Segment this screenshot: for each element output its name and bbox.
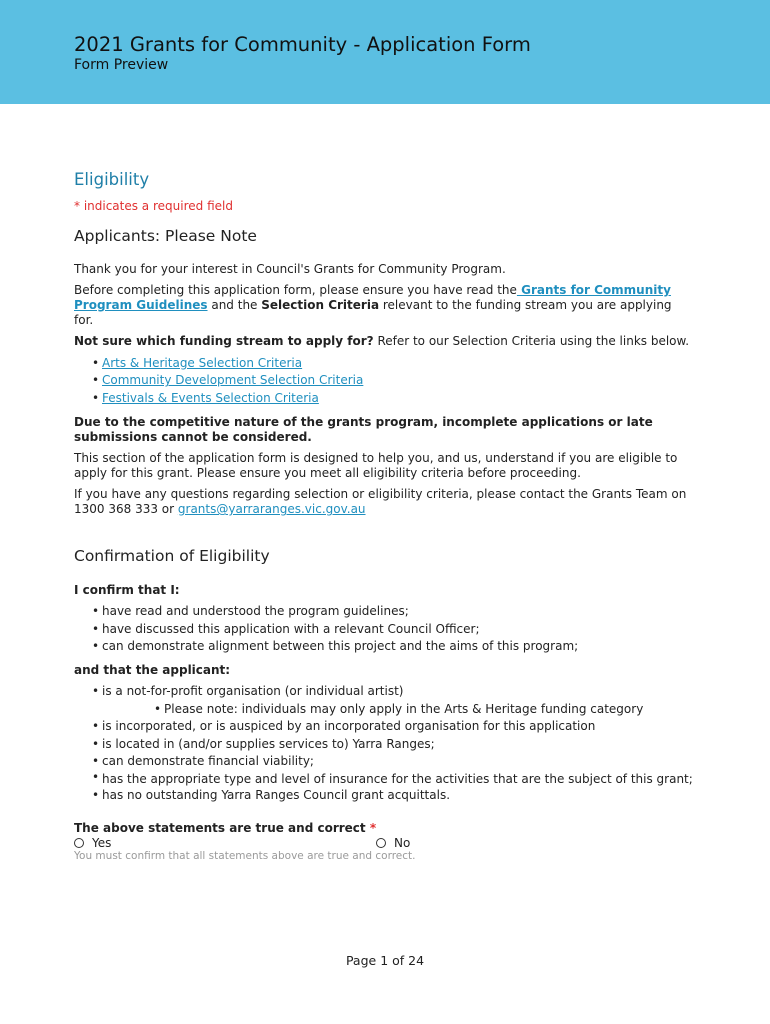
intro-paragraph: Thank you for your interest in Council's Grants for Community Program.: [74, 262, 506, 276]
guidelines-paragraph: [74, 283, 694, 328]
list-item: • have read and understood the program guidelines;: [90, 603, 694, 620]
confirmation-hint: You must confirm that all statements above are true and correct.: [74, 849, 416, 862]
form-content: [74, 170, 694, 862]
selection-criteria-text: Selection Criteria: [261, 298, 380, 312]
radio-no[interactable]: [376, 836, 410, 850]
page-number: Page 1 of 24: [345, 953, 425, 968]
required-field-note: * indicates a required field: [74, 199, 233, 213]
not-sure-bold: Not sure which funding stream to apply for?: [74, 334, 374, 348]
radio-no-label: No: [394, 835, 411, 850]
list-item: • has no outstanding Yarra Ranges Council grant acquittals.: [90, 787, 694, 804]
list-item: • is incorporated, or is auspiced by an incorporated organisation for this application: [90, 718, 694, 735]
list-item: • is located in (and/or supplies services to) Yarra Ranges;: [90, 736, 694, 753]
applicant-list: [90, 683, 694, 804]
contact-email-link[interactable]: grants@yarraranges.vic.gov.au: [177, 502, 366, 517]
guidelines-link[interactable]: Grants for Community Program Guidelines: [74, 283, 671, 312]
competitive-notice: Due to the competitive nature of the grants program, incomplete applications or late submissions cannot be considered.: [74, 415, 653, 445]
relevant-text: relevant to the funding stream you are applying for.: [74, 298, 672, 327]
list-item: [90, 372, 694, 389]
guidelines-text: Before completing this application form, please ensure you have read the: [74, 283, 517, 297]
list-item: • can demonstrate alignment between this project and the aims of this program;: [90, 638, 694, 655]
list-item: • Please note: individuals may only apply in the Arts & Heritage funding category: [90, 701, 694, 718]
i-confirm-label: I confirm that I:: [74, 583, 180, 598]
radio-circle-icon[interactable]: [376, 838, 386, 848]
not-sure-text: Refer to our Selection Criteria using the links below.: [373, 334, 690, 348]
radio-yes[interactable]: [74, 836, 111, 850]
and-the-text: and the: [207, 298, 262, 312]
section-title-eligibility: Eligibility: [74, 170, 150, 189]
radio-yes-label: Yes: [92, 835, 112, 850]
list-item: • can demonstrate financial viability;: [90, 753, 694, 770]
festivals-events-link[interactable]: Festivals & Events Selection Criteria: [102, 390, 319, 405]
confirmation-radio-group: [74, 835, 694, 850]
and-applicant-label: and that the applicant:: [74, 663, 231, 678]
list-item: • has the appropriate type and level of insurance for the activities that are the subject of this grant;: [90, 770, 694, 787]
form-title: 2021 Grants for Community - Application Form: [74, 33, 531, 56]
confirmation-heading: Confirmation of Eligibility: [74, 547, 270, 566]
confirm-list: [90, 603, 694, 655]
form-subtitle: Form Preview: [74, 57, 169, 73]
question-text: The above statements are true and correct: [74, 820, 370, 835]
community-development-link[interactable]: Community Development Selection Criteria: [102, 373, 364, 388]
confirmation-section: [74, 547, 694, 862]
contact-paragraph: [74, 487, 694, 517]
not-sure-paragraph: [74, 334, 694, 349]
form-header: [0, 0, 770, 104]
required-star: *: [369, 820, 377, 835]
criteria-links-list: [90, 355, 694, 407]
radio-circle-icon[interactable]: [74, 838, 84, 848]
applicants-heading: Applicants: Please Note: [74, 227, 257, 245]
list-item: • have discussed this application with a relevant Council Officer;: [90, 621, 694, 638]
list-item: [90, 355, 694, 372]
section-description: This section of the application form is designed to help you, and us, understand if you are eligible to apply for this grant. Please ensure you meet all eligibility criteria before proceeding.: [74, 451, 678, 481]
contact-text: If you have any questions regarding selection or eligibility criteria, please contact the Grants Team on 1300 368 333 or: [74, 487, 687, 517]
list-item: • is a not-for-profit organisation (or individual artist): [90, 683, 694, 700]
confirmation-question: [74, 821, 694, 835]
list-item: [90, 390, 694, 407]
arts-heritage-link[interactable]: Arts & Heritage Selection Criteria: [102, 356, 303, 370]
